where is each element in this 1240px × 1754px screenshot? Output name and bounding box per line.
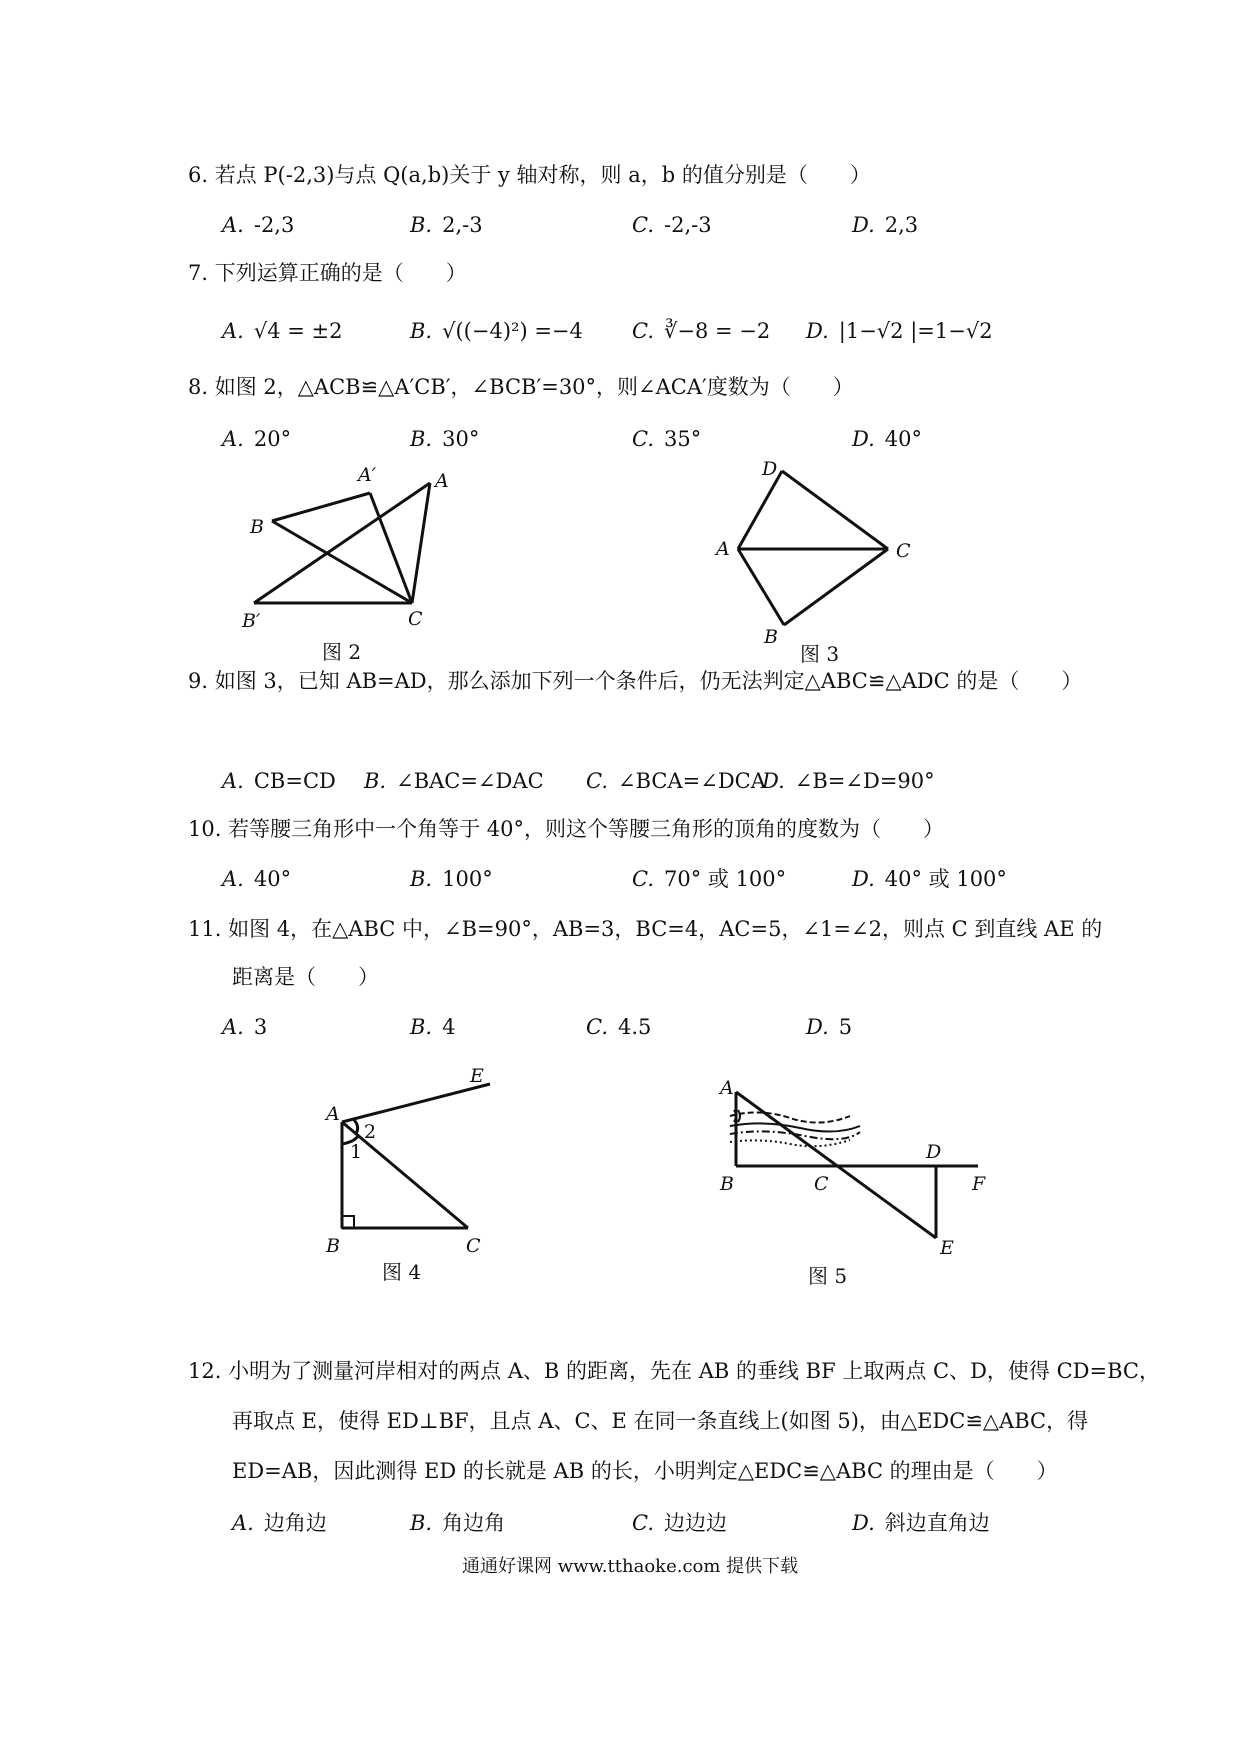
q12-stem-line1: [188, 1358, 1160, 1384]
q12-option-d: D. 斜边直角边: [852, 1511, 990, 1535]
q11-option-a: A. 3: [222, 1015, 268, 1039]
right-angle-mark: [342, 1216, 354, 1228]
fig2-label-c: C: [408, 608, 423, 630]
figure-4: [310, 1060, 530, 1260]
fig3-label-d: D: [762, 458, 778, 480]
q8-option-d: D. 40°: [852, 427, 922, 451]
q6-option-d: D. 2,3: [852, 213, 919, 237]
q6-number: 6.: [188, 163, 209, 187]
q7-text: 下列运算正确的是（ ）: [214, 261, 467, 285]
q11-stem-line2: 距离是（ ）: [232, 965, 379, 989]
q11-text-1: 如图 4，在△ABC 中，∠B=90°，AB=3，BC=4，AC=5，∠1=∠2，则点 C 到直线 AE 的: [228, 917, 1103, 941]
q11-option-d: D. 5: [806, 1015, 853, 1039]
fig4-label-2: 2: [364, 1121, 377, 1143]
q6-stem: [188, 162, 871, 188]
q8-option-c: C. 35°: [632, 427, 702, 451]
q6-text: 若点 P(-2,3)与点 Q(a,b)关于 y 轴对称，则 a，b 的值分别是（ ）: [214, 163, 871, 187]
q11-number: 11.: [188, 917, 222, 941]
fig4-label-c: C: [466, 1235, 481, 1257]
figure-3: [700, 455, 940, 645]
q9-option-b: B. ∠BAC=∠DAC: [364, 769, 544, 793]
q12-text-1: 小明为了测量河岸相对的两点 A、B 的距离，先在 AB 的垂线 BF 上取两点 C、D，使得 CD=BC，: [228, 1359, 1160, 1383]
q7-stem: [188, 260, 467, 286]
q9-text: 如图 3，已知 AB=AD，那么添加下列一个条件后，仍无法判定△ABC≌△ADC 的是（ ）: [214, 669, 1083, 693]
q12-stem-line2: 再取点 E，使得 ED⊥BF，且点 A、C、E 在同一条直线上(如图 5)，由△EDC≌△ABC，得: [232, 1409, 1089, 1433]
segment-a-b: [738, 549, 784, 625]
q8-option-a: A. 20°: [222, 427, 292, 451]
segment-a-c: [342, 1122, 468, 1228]
figure-2: [230, 455, 490, 645]
q9-option-a: A. CB=CD: [222, 769, 336, 793]
fig3-label-c: C: [896, 540, 911, 562]
figure-3-caption: 图 3: [800, 642, 840, 666]
q7-option-d: D. |1−√2 |=1−√2: [806, 319, 993, 343]
q8-option-b: B. 30°: [410, 427, 480, 451]
q6-option-c: C. -2,-3: [632, 213, 712, 237]
segment-a-c: [412, 483, 430, 603]
segment-b-a1: [272, 493, 370, 521]
q10-option-a: A. 40°: [222, 867, 292, 891]
fig4-label-b: B: [326, 1235, 340, 1257]
q7-number: 7.: [188, 261, 209, 285]
q10-number: 10.: [188, 817, 222, 841]
fig3-label-a: A: [716, 538, 730, 560]
segment-d-c: [782, 471, 888, 549]
fig2-label-b-prime: B′: [242, 610, 261, 632]
q6-option-a: A. -2,3: [222, 213, 295, 237]
fig4-label-a: A: [326, 1103, 340, 1125]
fig5-label-c: C: [814, 1173, 829, 1195]
fig5-label-b: B: [720, 1173, 734, 1195]
fig2-label-a: A: [435, 470, 449, 492]
q10-option-b: B. 100°: [410, 867, 493, 891]
fig2-label-a-prime: A′: [358, 464, 377, 486]
segment-b-c: [784, 549, 888, 625]
q11-option-c: C. 4.5: [586, 1015, 652, 1039]
q8-number: 8.: [188, 375, 209, 399]
fig2-label-b: B: [250, 516, 264, 538]
fig3-label-b: B: [764, 626, 778, 645]
segment-b-c: [272, 521, 412, 603]
q12-option-b: B. 角边角: [410, 1511, 506, 1535]
q12-stem-line3: ED=AB，因此测得 ED 的长就是 AB 的长，小明判定△EDC≌△ABC 的理由是（ ）: [232, 1459, 1058, 1483]
q12-number: 12.: [188, 1359, 222, 1383]
fig5-label-a: A: [720, 1077, 734, 1099]
figure-5-caption: 图 5: [808, 1264, 848, 1288]
q12-option-c: C. 边边边: [632, 1511, 727, 1535]
river-banks: [730, 1110, 860, 1146]
q12-option-a: A. 边角边: [232, 1511, 327, 1535]
q10-option-d: D. 40° 或 100°: [852, 867, 1007, 891]
fig5-label-f: F: [972, 1173, 986, 1195]
q7-option-a: A. √4 = ±2: [222, 319, 343, 343]
q7-option-b: B. √((−4)²) =−4: [410, 319, 583, 343]
q9-option-d: D. ∠B=∠D=90°: [762, 769, 935, 793]
segment-a-e: [342, 1084, 490, 1122]
q11-option-b: B. 4: [410, 1015, 456, 1039]
q9-stem: [188, 668, 1082, 694]
q7-option-c: C. ∛−8 = −2: [632, 319, 771, 343]
q9-number: 9.: [188, 669, 209, 693]
page-footer: 通通好课网 www.tthaoke.com 提供下载: [462, 1556, 799, 1577]
segment-d-a: [738, 471, 782, 549]
fig5-label-e: E: [940, 1237, 954, 1259]
q10-text: 若等腰三角形中一个角等于 40°，则这个等腰三角形的顶角的度数为（ ）: [228, 817, 944, 841]
q10-option-c: C. 70° 或 100°: [632, 867, 787, 891]
q10-stem: [188, 816, 944, 842]
q8-text: 如图 2，△ACB≌△A′CB′，∠BCB′=30°，则∠ACA′度数为（ ）: [214, 375, 854, 399]
fig4-label-e: E: [470, 1065, 484, 1087]
figure-2-caption: 图 2: [322, 640, 362, 664]
fig5-label-d: D: [926, 1141, 942, 1163]
q6-option-b: B. 2,-3: [410, 213, 483, 237]
figure-5: [710, 1070, 1000, 1260]
figure-4-caption: 图 4: [382, 1260, 422, 1284]
fig4-label-1: 1: [350, 1141, 363, 1163]
q8-stem: [188, 374, 854, 400]
q9-option-c: C. ∠BCA=∠DCA: [586, 769, 766, 793]
q11-stem-line1: [188, 916, 1102, 942]
